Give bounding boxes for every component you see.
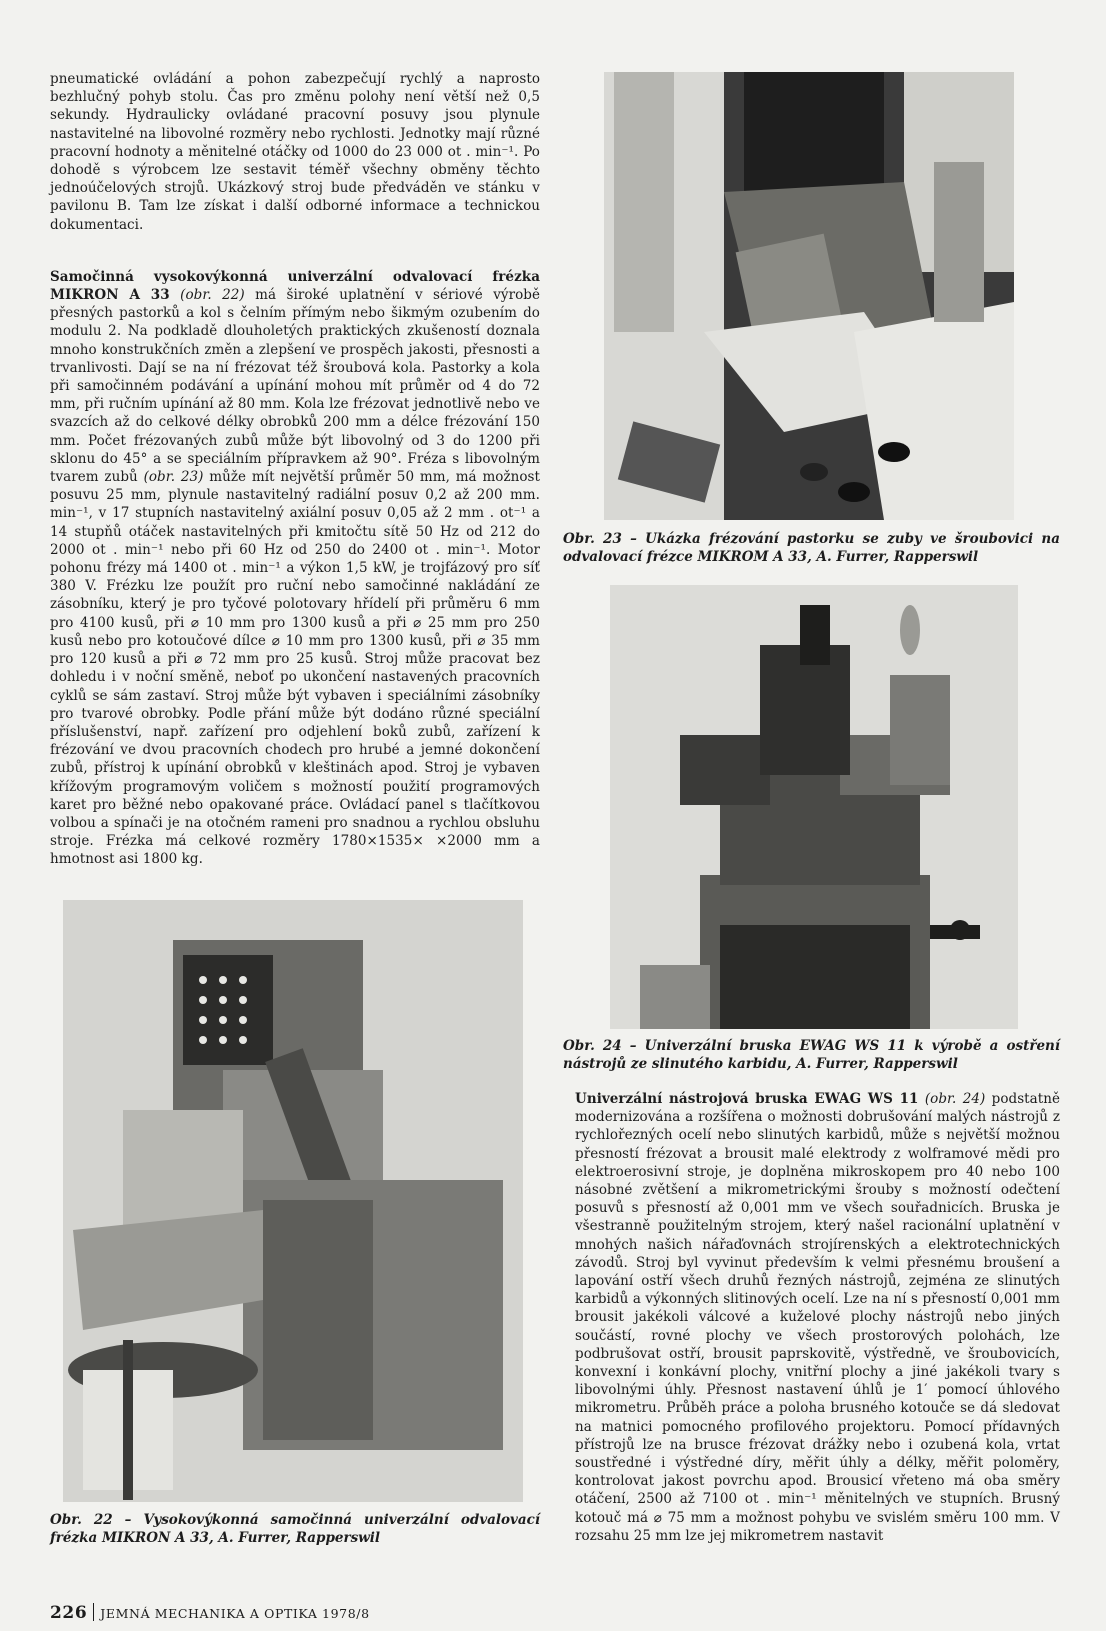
mikron-fig-ref-23: (obr. 23) xyxy=(143,469,204,486)
page-number: 226 xyxy=(50,1603,88,1623)
mikron-title: Samočinná vysokovýkonná univerzální odvalovací frézka MIKRON A 33 xyxy=(50,268,540,304)
mikron-body-a: má široké uplatnění v sériové výrobě přesných pastorků a kol s čelním přímým nebo šikmým ozubením do modulu 2. Na podkladě dlouholetých praktických zkušeností doznala mnoho konstrukčních změn a zlepšení ve prospěch jakosti, přesnosti a trvanlivosti. Dají se na ní frézovat též šroubová kola. Pastorky a kola při samočinném podávání a upínání mohou mít průměr od 4 do 72 mm, při ručním upínání až 80 mm. Kola lze frézovat jednotlivě nebo ve svazcích až do celkové délky obrobků 200 mm a délce frézování 150 mm. Počet frézovaných zubů může být libovolný od 3 do 1200 při sklonu do 45° a se speciálním přípravkem až 90°. Fréza s libovolným tvarem zubů xyxy=(50,287,541,486)
paragraph-ewag xyxy=(575,1090,1060,1545)
mikron-fig-ref-22: (obr. 22) xyxy=(180,287,245,304)
figure-23-photo xyxy=(604,72,1014,520)
mikron-body-b: může mít největší průměr 50 mm, má možnost posuvu 25 mm, plynule nastavitelný radiální posuv 0,2 až 200 mm. min⁻¹, v 17 stupních nastavitelný axiální posuv 0,05 až 2 mm . ot⁻¹ a 14 stupňů otáček nastavitelných při kmitočtu sítě 50 Hz od 212 do 2000 ot . min⁻¹ nebo při 60 Hz od 250 do 2400 ot . min⁻¹. Motor pohonu frézy má 1400 ot . min⁻¹ a výkon 1,5 kW, je trojfázový pro síť 380 V. Frézku lze použít pro ruční nebo samočinné nakládání ze zásobníku, který je pro tyčové polotovary hřídelí při průměru 6 mm pro 4100 kusů, při ⌀ 10 mm pro 1300 kusů a při ⌀ 25 mm pro 250 kusů nebo pro kotoučové dílce ⌀ 10 mm pro 1300 kusů, při ⌀ 35 mm pro 120 kusů a při ⌀ 72 mm pro 25 kusů. Stroj může pracovat bez dohledu i v noční směně, neboť po ukončení nastavených pracovních cyklů se sám zastaví. Stroj může být vybaven i speciálními zásobníky pro tvarové obrobky. Podle přání může být dodáno různé speciální příslušenství, např. zařízení pro odjehlení boků zubů, zařízení k frézování ve dvou pracovních chodech pro hrubé a jemné dokončení zubů, přístroj k upínání obrobků v kleštinách apod. Stroj je vybaven křížovým programovým voličem s možností použití programových karet pro běžné nebo opakované práce. Ovládací panel s tlačítkovou volbou a spínači je na otočném rameni pro snadnou a rychlou obsluhu stroje. Frézka má celkové rozměry 1780×1535× ×2000 mm a hmotnost asi 1800 kg. xyxy=(50,469,541,868)
paragraph-intro: pneumatické ovládání a pohon zabezpečují rychlý a naprosto bezhlučný pohyb stolu. Čas pro změnu polohy není větší než 0,5 sekundy. Hydraulicky ovládané pracovní posuvy jsou plynule nastavitelné na libovolné rozměry nebo rychlosti. Jednotky mají různé pracovní hodnoty a měnitelné otáčky od 1000 do 23 000 ot . min⁻¹. Po dohodě s výrobcem lze sestavit téměř všechny obměny těchto jednoúčelových strojů. Ukázkový stroj bude předváděn ve stánku v pavilonu B. Tam lze získat i další odborné informace a technickou dokumentaci. xyxy=(50,71,540,233)
ewag-title: Univerzální nástrojová bruska EWAG WS 11 xyxy=(575,1091,919,1107)
right-column xyxy=(575,1090,1060,1545)
figure-24-caption: Obr. 24 – Univerzální bruska EWAG WS 11 k výrobě a ostření nástrojů ze slinutého karbidu, A. Furrer, Rapperswil xyxy=(563,1038,1060,1072)
figure-23-caption: Obr. 23 – Ukázka frézování pastorku se zuby ve šroubovici na odvalovací frézce MIKROM A 33, A. Furrer, Rapperswil xyxy=(563,531,1060,565)
figure-22-caption: Obr. 22 – Vysokovýkonná samočinná univerzální odvalovací frézka MIKRON A 33, A. Furrer, Rapperswil xyxy=(50,1512,540,1546)
ewag-fig-ref-24: (obr. 24) xyxy=(924,1091,986,1107)
journal-name: JEMNÁ MECHANIKA A OPTIKA 1978/8 xyxy=(100,1606,370,1621)
paragraph-mikron xyxy=(50,268,540,869)
left-column xyxy=(50,70,540,869)
footer-divider xyxy=(93,1603,94,1621)
figure-22-photo xyxy=(63,900,523,1502)
page-footer xyxy=(50,1603,550,1623)
figure-24-photo xyxy=(610,585,1018,1029)
ewag-body: podstatně modernizována a rozšířena o možnosti dobrušování malých nástrojů z rychlořezných ocelí nebo slinutých karbidů, může s největší možnou přesností frézovat a brousit malé elektrody z wolframové mědi pro elektroerosivní stroje, je doplněna mikroskopem pro 40 nebo 100 násobné zvětšení a mikrometrickými šrouby s možností odečtení posuvů s přesností až 0,001 mm ve všech souřadnicích. Bruska je všestranně použitelným strojem, který našel racionální uplatnění v mnohých našich nářaďovnách strojírenských a elektrotechnických závodů. Stroj byl vyvinut především k velmi přesnému broušení a lapování ostří všech druhů řezných nástrojů, zejména ze slinutých karbidů a výkonných slitinových ocelí. Lze na ní s přesností 0,001 mm brousit jakékoli válcové a kuželové plochy nástrojů nebo jiných součástí, rovné plochy ve všech prostorových polohách, lze podbrušovat ostří, brousit paprskovitě, výstředně, ve šroubovicích, konvexní i konkávní plochy, vnitřní plochy a jiné jakékoli tvary s libovolnými úhly. Přesnost nastavení úhlů je 1′ pomocí úhlového mikrometru. Průběh práce a poloha brusného kotouče se dá sledovat na matnici pomocného profilového projektoru. Pomocí přídavných přístrojů lze na brusce frézovat drážky nebo i ozubená kola, vrtat soustředné i výstředné díry, měřit úhly a délky, měřit poloměry, kontrolovat jakost povrchu apod. Brousicí vřeteno má oba směry otáčení, 2500 až 7100 ot . min⁻¹ měnitelných ve stupních. Brusný kotouč má ⌀ 75 mm a možnost pohybu ve svislém směru 100 mm. V rozsahu 25 mm lze jej mikrometrem nastavit xyxy=(575,1091,1061,1544)
